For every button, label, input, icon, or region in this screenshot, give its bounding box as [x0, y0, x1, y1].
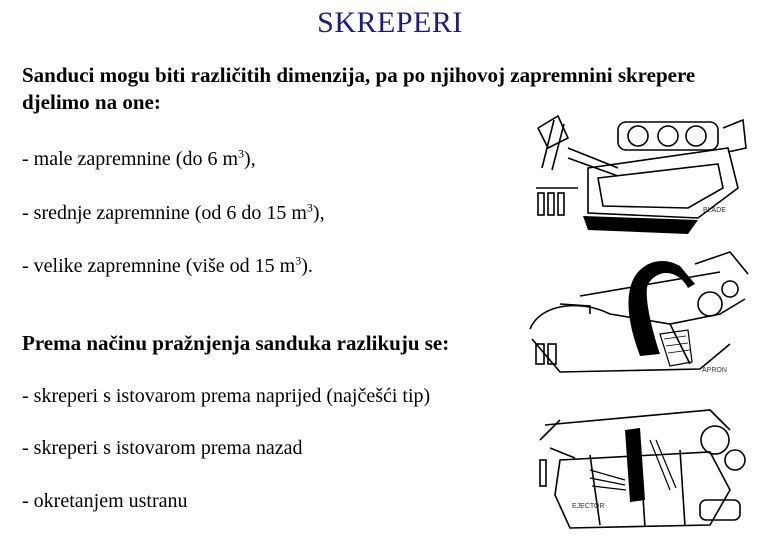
- intro-paragraph: Sanduci mogu biti različitih dimenzija, pa po njihovoj zapremnini skrepere djelimo na one:: [22, 63, 696, 114]
- scraper-ejector-illustration: [530, 400, 748, 535]
- size-item-text: - male zapremnine (do 6 m: [22, 148, 239, 170]
- size-item-text: - velike zapremnine (više od 15 m: [22, 255, 296, 277]
- scraper-apron-illustration: [520, 244, 750, 379]
- unloading-heading: Prema načinu pražnjenja sanduka razlikuju se:: [22, 331, 450, 355]
- scraper-blade-illustration: [528, 108, 750, 238]
- size-item-suffix: ),: [312, 202, 325, 224]
- size-item-text: - srednje zapremnine (od 6 do 15 m: [22, 202, 307, 224]
- size-item-medium: [22, 202, 325, 225]
- superscript: 3: [295, 253, 302, 268]
- unloading-type-forward: - skreperi s istovarom prema naprijed (najčešći tip): [22, 385, 431, 407]
- size-item-large: [22, 255, 313, 278]
- size-item-small: [22, 148, 256, 171]
- figure-label-apron: APRON: [702, 367, 727, 374]
- size-item-suffix: ),: [244, 148, 256, 170]
- unloading-type-side: - okretanjem ustranu: [22, 490, 188, 512]
- unloading-type-rear: - skreperi s istovarom prema nazad: [22, 437, 303, 459]
- superscript: 3: [238, 146, 245, 161]
- superscript: 3: [306, 200, 313, 215]
- page-title: SKREPERI: [317, 6, 463, 39]
- size-item-suffix: ).: [301, 255, 313, 277]
- figure-label-ejector: EJECTOR: [572, 503, 605, 510]
- figure-label-blade: BLADE: [703, 207, 726, 214]
